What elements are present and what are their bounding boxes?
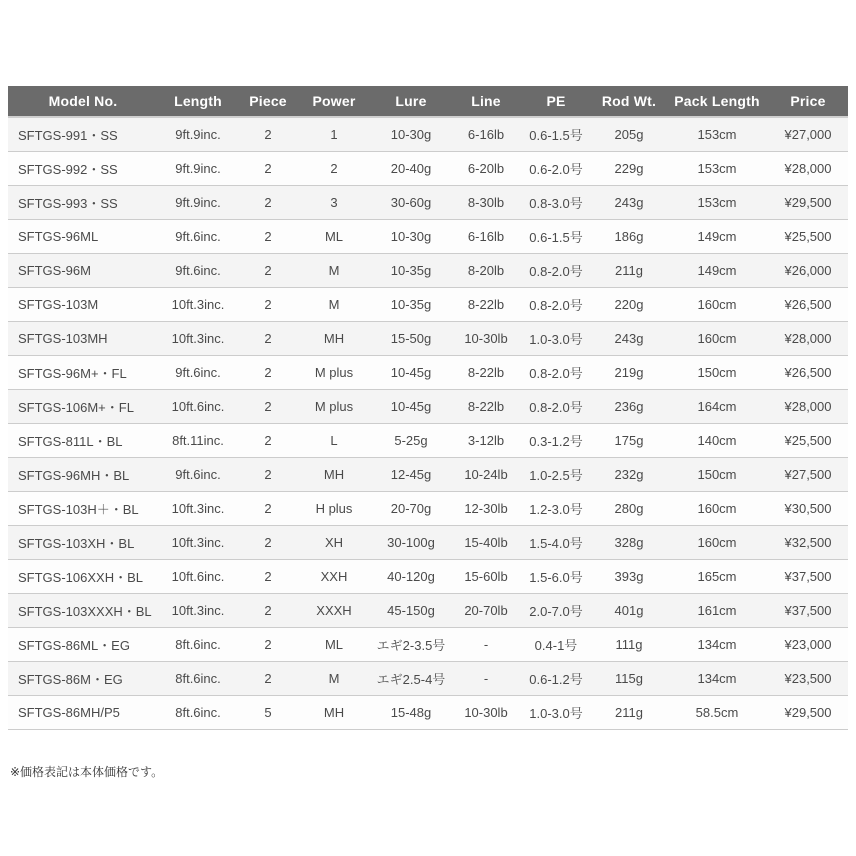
cell-rod-wt: 115g — [592, 662, 666, 696]
cell-lure: 30-100g — [370, 526, 452, 560]
cell-pe: 1.5-4.0号 — [520, 526, 592, 560]
cell-line: 8-22lb — [452, 356, 520, 390]
cell-line: 6-20lb — [452, 152, 520, 186]
cell-power: MH — [298, 458, 370, 492]
cell-model-no: SFTGS-96M — [8, 254, 158, 288]
cell-piece: 2 — [238, 186, 298, 220]
cell-rod-wt: 186g — [592, 220, 666, 254]
cell-price: ¥27,500 — [768, 458, 848, 492]
cell-pe: 0.8-2.0号 — [520, 254, 592, 288]
cell-piece: 2 — [238, 662, 298, 696]
cell-model-no: SFTGS-106M+・FL — [8, 390, 158, 424]
cell-line: 15-40lb — [452, 526, 520, 560]
cell-model-no: SFTGS-993・SS — [8, 186, 158, 220]
table-row — [8, 594, 848, 628]
cell-rod-wt: 243g — [592, 322, 666, 356]
cell-piece: 2 — [238, 254, 298, 288]
cell-pack-length: 58.5cm — [666, 696, 768, 730]
cell-power: XXH — [298, 560, 370, 594]
cell-pe: 2.0-7.0号 — [520, 594, 592, 628]
cell-rod-wt: 211g — [592, 254, 666, 288]
cell-power: XH — [298, 526, 370, 560]
table-row — [8, 526, 848, 560]
table-row — [8, 186, 848, 220]
cell-power: XXXH — [298, 594, 370, 628]
cell-model-no: SFTGS-96ML — [8, 220, 158, 254]
cell-pe: 1.0-3.0号 — [520, 696, 592, 730]
column-header-power: Power — [298, 86, 370, 117]
cell-price: ¥23,000 — [768, 628, 848, 662]
cell-price: ¥25,500 — [768, 220, 848, 254]
cell-power: L — [298, 424, 370, 458]
cell-pe: 0.8-3.0号 — [520, 186, 592, 220]
cell-length: 10ft.3inc. — [158, 492, 238, 526]
cell-length: 10ft.3inc. — [158, 594, 238, 628]
cell-lure: 15-50g — [370, 322, 452, 356]
cell-power: M plus — [298, 390, 370, 424]
cell-lure: 5-25g — [370, 424, 452, 458]
cell-rod-wt: 211g — [592, 696, 666, 730]
cell-length: 9ft.6inc. — [158, 254, 238, 288]
cell-price: ¥32,500 — [768, 526, 848, 560]
cell-line: 8-22lb — [452, 390, 520, 424]
cell-line: 6-16lb — [452, 117, 520, 152]
cell-pe: 1.0-2.5号 — [520, 458, 592, 492]
cell-length: 8ft.6inc. — [158, 696, 238, 730]
table-row — [8, 220, 848, 254]
cell-length: 9ft.6inc. — [158, 458, 238, 492]
table-row — [8, 492, 848, 526]
cell-power: M plus — [298, 356, 370, 390]
cell-pack-length: 150cm — [666, 356, 768, 390]
cell-model-no: SFTGS-103M — [8, 288, 158, 322]
cell-length: 9ft.9inc. — [158, 186, 238, 220]
cell-pack-length: 153cm — [666, 152, 768, 186]
header-row — [8, 86, 848, 117]
cell-power: H plus — [298, 492, 370, 526]
cell-rod-wt: 401g — [592, 594, 666, 628]
cell-pack-length: 149cm — [666, 220, 768, 254]
cell-lure: 12-45g — [370, 458, 452, 492]
cell-pack-length: 160cm — [666, 322, 768, 356]
table-header — [8, 86, 848, 117]
cell-price: ¥27,000 — [768, 117, 848, 152]
cell-model-no: SFTGS-96M+・FL — [8, 356, 158, 390]
column-header-model-no: Model No. — [8, 86, 158, 117]
cell-line: 10-30lb — [452, 322, 520, 356]
cell-rod-wt: 393g — [592, 560, 666, 594]
cell-pack-length: 153cm — [666, 186, 768, 220]
cell-rod-wt: 236g — [592, 390, 666, 424]
cell-length: 10ft.6inc. — [158, 560, 238, 594]
column-header-piece: Piece — [238, 86, 298, 117]
cell-model-no: SFTGS-96MH・BL — [8, 458, 158, 492]
cell-piece: 2 — [238, 526, 298, 560]
cell-piece: 2 — [238, 628, 298, 662]
column-header-price: Price — [768, 86, 848, 117]
table-row — [8, 628, 848, 662]
column-header-lure: Lure — [370, 86, 452, 117]
cell-model-no: SFTGS-106XXH・BL — [8, 560, 158, 594]
cell-rod-wt: 328g — [592, 526, 666, 560]
cell-line: 8-30lb — [452, 186, 520, 220]
cell-line: - — [452, 662, 520, 696]
table-row — [8, 288, 848, 322]
cell-pe: 1.2-3.0号 — [520, 492, 592, 526]
cell-line: 8-20lb — [452, 254, 520, 288]
table-row — [8, 152, 848, 186]
cell-power: MH — [298, 322, 370, 356]
cell-lure: 10-30g — [370, 117, 452, 152]
cell-pack-length: 164cm — [666, 390, 768, 424]
cell-lure: エギ2-3.5号 — [370, 628, 452, 662]
cell-length: 10ft.3inc. — [158, 288, 238, 322]
cell-piece: 2 — [238, 458, 298, 492]
cell-price: ¥26,500 — [768, 356, 848, 390]
cell-line: - — [452, 628, 520, 662]
cell-pe: 0.3-1.2号 — [520, 424, 592, 458]
cell-power: MH — [298, 696, 370, 730]
cell-lure: 30-60g — [370, 186, 452, 220]
column-header-pack-length: Pack Length — [666, 86, 768, 117]
cell-piece: 2 — [238, 322, 298, 356]
cell-price: ¥28,000 — [768, 322, 848, 356]
cell-pack-length: 161cm — [666, 594, 768, 628]
cell-price: ¥28,000 — [768, 152, 848, 186]
cell-length: 10ft.3inc. — [158, 322, 238, 356]
table-row — [8, 458, 848, 492]
cell-length: 9ft.9inc. — [158, 152, 238, 186]
cell-pe: 0.6-1.5号 — [520, 117, 592, 152]
cell-model-no: SFTGS-86ML・EG — [8, 628, 158, 662]
cell-price: ¥26,500 — [768, 288, 848, 322]
cell-model-no: SFTGS-86MH/P5 — [8, 696, 158, 730]
cell-power: 3 — [298, 186, 370, 220]
cell-price: ¥37,500 — [768, 594, 848, 628]
cell-line: 12-30lb — [452, 492, 520, 526]
cell-length: 8ft.11inc. — [158, 424, 238, 458]
column-header-rod-wt: Rod Wt. — [592, 86, 666, 117]
cell-rod-wt: 280g — [592, 492, 666, 526]
cell-rod-wt: 205g — [592, 117, 666, 152]
cell-lure: 10-45g — [370, 390, 452, 424]
price-note: ※価格表記は本体価格です。 — [10, 765, 164, 779]
cell-price: ¥30,500 — [768, 492, 848, 526]
cell-line: 8-22lb — [452, 288, 520, 322]
cell-lure: 20-40g — [370, 152, 452, 186]
table-row — [8, 390, 848, 424]
spec-table — [8, 86, 848, 730]
cell-power: ML — [298, 628, 370, 662]
cell-pe: 0.8-2.0号 — [520, 390, 592, 424]
cell-length: 9ft.9inc. — [158, 117, 238, 152]
cell-piece: 2 — [238, 424, 298, 458]
table-row — [8, 322, 848, 356]
cell-piece: 2 — [238, 220, 298, 254]
table-row — [8, 424, 848, 458]
cell-length: 8ft.6inc. — [158, 628, 238, 662]
cell-rod-wt: 111g — [592, 628, 666, 662]
cell-rod-wt: 175g — [592, 424, 666, 458]
cell-piece: 2 — [238, 152, 298, 186]
cell-line: 10-30lb — [452, 696, 520, 730]
cell-piece: 2 — [238, 288, 298, 322]
cell-length: 10ft.3inc. — [158, 526, 238, 560]
cell-lure: 20-70g — [370, 492, 452, 526]
cell-pack-length: 153cm — [666, 117, 768, 152]
cell-model-no: SFTGS-103H＋・BL — [8, 492, 158, 526]
cell-price: ¥29,500 — [768, 186, 848, 220]
cell-line: 10-24lb — [452, 458, 520, 492]
cell-pe: 0.8-2.0号 — [520, 356, 592, 390]
cell-piece: 2 — [238, 117, 298, 152]
table-row — [8, 356, 848, 390]
column-header-line: Line — [452, 86, 520, 117]
cell-pack-length: 134cm — [666, 628, 768, 662]
cell-pe: 0.4-1号 — [520, 628, 592, 662]
cell-lure: エギ2.5-4号 — [370, 662, 452, 696]
cell-piece: 2 — [238, 390, 298, 424]
cell-lure: 10-35g — [370, 288, 452, 322]
cell-model-no: SFTGS-811L・BL — [8, 424, 158, 458]
cell-lure: 10-45g — [370, 356, 452, 390]
cell-pe: 0.6-1.2号 — [520, 662, 592, 696]
column-header-length: Length — [158, 86, 238, 117]
cell-pack-length: 150cm — [666, 458, 768, 492]
cell-line: 20-70lb — [452, 594, 520, 628]
cell-pack-length: 160cm — [666, 288, 768, 322]
cell-piece: 5 — [238, 696, 298, 730]
cell-model-no: SFTGS-86M・EG — [8, 662, 158, 696]
table-row — [8, 662, 848, 696]
cell-lure: 10-35g — [370, 254, 452, 288]
cell-rod-wt: 220g — [592, 288, 666, 322]
cell-piece: 2 — [238, 594, 298, 628]
cell-pe: 0.6-1.5号 — [520, 220, 592, 254]
cell-power: 1 — [298, 117, 370, 152]
cell-model-no: SFTGS-103XXXH・BL — [8, 594, 158, 628]
cell-piece: 2 — [238, 560, 298, 594]
table-row — [8, 560, 848, 594]
cell-pe: 1.5-6.0号 — [520, 560, 592, 594]
cell-line: 15-60lb — [452, 560, 520, 594]
cell-price: ¥26,000 — [768, 254, 848, 288]
cell-lure: 45-150g — [370, 594, 452, 628]
cell-line: 3-12lb — [452, 424, 520, 458]
cell-length: 9ft.6inc. — [158, 220, 238, 254]
column-header-pe: PE — [520, 86, 592, 117]
cell-power: M — [298, 662, 370, 696]
cell-price: ¥37,500 — [768, 560, 848, 594]
cell-rod-wt: 243g — [592, 186, 666, 220]
cell-price: ¥23,500 — [768, 662, 848, 696]
cell-pe: 0.6-2.0号 — [520, 152, 592, 186]
cell-power: ML — [298, 220, 370, 254]
cell-price: ¥25,500 — [768, 424, 848, 458]
cell-length: 8ft.6inc. — [158, 662, 238, 696]
cell-rod-wt: 229g — [592, 152, 666, 186]
cell-rod-wt: 232g — [592, 458, 666, 492]
table-row — [8, 254, 848, 288]
cell-power: M — [298, 288, 370, 322]
cell-pack-length: 165cm — [666, 560, 768, 594]
table-row — [8, 117, 848, 152]
cell-pack-length: 160cm — [666, 492, 768, 526]
cell-pack-length: 160cm — [666, 526, 768, 560]
cell-rod-wt: 219g — [592, 356, 666, 390]
cell-lure: 15-48g — [370, 696, 452, 730]
cell-pack-length: 149cm — [666, 254, 768, 288]
table-row — [8, 696, 848, 730]
cell-length: 10ft.6inc. — [158, 390, 238, 424]
cell-pack-length: 140cm — [666, 424, 768, 458]
table-body — [8, 117, 848, 730]
cell-model-no: SFTGS-103MH — [8, 322, 158, 356]
cell-power: M — [298, 254, 370, 288]
cell-model-no: SFTGS-992・SS — [8, 152, 158, 186]
cell-price: ¥29,500 — [768, 696, 848, 730]
cell-line: 6-16lb — [452, 220, 520, 254]
cell-pack-length: 134cm — [666, 662, 768, 696]
cell-piece: 2 — [238, 356, 298, 390]
cell-lure: 40-120g — [370, 560, 452, 594]
cell-model-no: SFTGS-991・SS — [8, 117, 158, 152]
cell-length: 9ft.6inc. — [158, 356, 238, 390]
cell-piece: 2 — [238, 492, 298, 526]
cell-pe: 0.8-2.0号 — [520, 288, 592, 322]
cell-pe: 1.0-3.0号 — [520, 322, 592, 356]
cell-power: 2 — [298, 152, 370, 186]
cell-lure: 10-30g — [370, 220, 452, 254]
cell-model-no: SFTGS-103XH・BL — [8, 526, 158, 560]
cell-price: ¥28,000 — [768, 390, 848, 424]
